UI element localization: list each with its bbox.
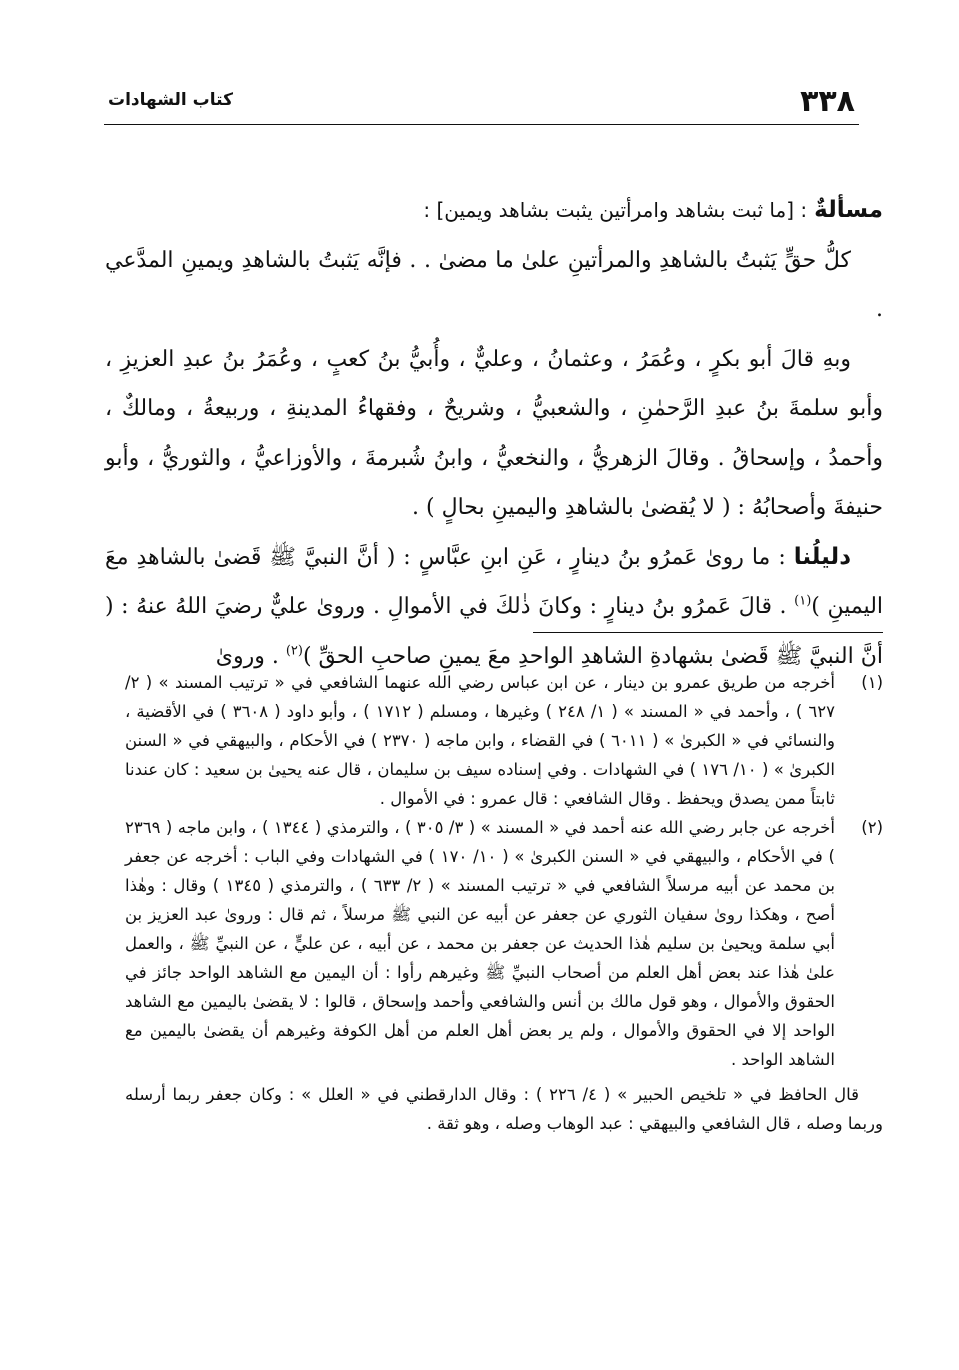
main-text xyxy=(105,186,883,681)
page-number: ٣٣٨ xyxy=(800,84,855,119)
paragraph-ruling: كلُّ حقٍّ يَثبتُ بالشاهدِ والمرأتينِ علىٰ ما مضىٰ . . فإنَّه يَثبتُ بالشاهدِ ويمينِ المدَّعي . xyxy=(105,247,883,322)
footnote-number: (٢) xyxy=(861,818,883,837)
footnote-divider xyxy=(533,632,883,633)
dalil-label: دليلُنا xyxy=(793,543,851,570)
evidence-text-a: : ما روىٰ عَمرُو بنُ دينارٍ ، عَنِ ابنِ عبَّاسٍ : ( أنَّ النبيَّ ﷺ قَضىٰ بالشاهدِ معَ اليمينِ ) xyxy=(105,544,884,619)
evidence-text-c: . وروىٰ xyxy=(215,643,286,669)
footnote-1 xyxy=(125,668,883,813)
footnote-2-continuation: قال الحافظ في « تلخيص الحبير » ( ٤/ ٢٢٦ ) : وقال الدارقطني في « العلل » : وكان جعفر ربما أرسله وربما وصله ، قال الشافعي والبيهقي : عبد الوهاب وصله ، وهو ثقة . xyxy=(125,1085,883,1133)
footnotes xyxy=(125,668,883,1138)
masala-title: : [ما ثبت بشاهد وامرأتين يثبت بشاهد ويمين] : xyxy=(423,198,808,222)
footnote-text: أخرجه عن جابر رضي الله عنه أحمد في « المسند » ( ٣/ ٣٠٥ ) ، والترمذي ( ١٣٤٤ ) ، وابن ماجه ( ٢٣٦٩ ) في الأحكام ، والبيهقي في « السنن الكبرىٰ » ( ١٠/ ١٧٠ ) في الشهادات وفي الباب : أخرجه عن جعفر بن محمد عن أبيه مرسلاً الشافعي في « ترتيب المسند » ( ٢/ ٦٣٣ ) ، والترمذي ( ١٣٤٥ ) وقال : وهٰذا أصح ، وهكذا روىٰ سفيان الثوري عن جعفر عن أبيه عن النبي ﷺ مرسلاً ، ثم قال : وروىٰ عبد العزيز بن أبي سلمة ويحيىٰ بن سليم هٰذا الحديث عن جعفر بن محمد ، عن أبيه ، عن عليٍّ ، عن النبيِّ ﷺ ، والعمل علىٰ هٰذا عند بعض أهل العلم من أصحاب النبيِّ ﷺ وغيرهم رأوا : أن اليمين مع الشاهد الواحد جائز في الحقوق والأموال ، وهو قول مالك بن أنس والشافعي وأحمد وإسحاق ، قالوا : لا يقضىٰ باليمين مع الشاهد الواحد إلا في الحقوق والأموال ، ولم ير بعض أهل العلم من أهل الكوفة وغيرهم أن يقضىٰ باليمين مع الشاهد الواحد . xyxy=(125,818,835,1069)
footnote-text: أخرجه من طريق عمرو بن دينار ، عن ابن عباس رضي الله عنهما الشافعي في « ترتيب المسند » ( ٢/ ٦٢٧ ) ، وأحمد في « المسند » ( ١/ ٢٤٨ ) وغيرها ، ومسلم ( ١٧١٢ ) ، وأبو داود ( ٣٦٠٨ ) في الأقضية ، والنسائي في « الكبرىٰ » ( ٦٠١١ ) في القضاء ، وابن ماجه ( ٢٣٧٠ ) في الأحكام ، والبيهقي في « السنن الكبرىٰ » ( ١٠/ ١٧٦ ) في الشهادات . وفي إسناده سيف بن سليمان ، قال عنه يحيىٰ بن سعيد : كان عندنا ثابتاً ممن يصدق ويحفظ . وقال الشافعي : قال عمرو : في الأموال . xyxy=(125,673,836,808)
evidence-text-b: . قالَ عَمرُو بنُ دينارٍ : وكانَ ذٰلكَ في الأموالِ . وروىٰ عليٌّ رضيَ اللهُ عنهُ : ( أنَّ النبيَّ ﷺ قَضىٰ بشهادةِ الشاهدِ الواحدِ معَ يمينِ صاحبِ الحقِّ ) xyxy=(105,594,883,669)
masala-heading xyxy=(105,186,883,236)
footnote-ref-1: (١) xyxy=(794,593,812,609)
paragraph-opinions: وبهِ قالَ أبو بكرٍ ، وعُمَرُ ، وعثمانُ ، وعليٌّ ، وأُبيُّ بنُ كعبٍ ، وعُمَرُ بنُ عبدِ العزيزِ ، وأبو سلمةَ بنُ عبدِ الرَّحمٰنِ ، والشعبيُّ ، وشريحٌ ، وفقهاءُ المدينةِ ، وربيعةُ ، ومالكٌ ، وأحمدُ ، وإسحاقُ . وقالَ الزهريُّ ، والنخعيُّ ، وابنُ شُبرمةَ ، والأوزاعيُّ ، والثوريُّ ، وأبو حنيفةَ وأصحابُهُ : ( لا يُقضىٰ بالشاهدِ واليمينِ بحالٍ ) . xyxy=(105,346,883,520)
footnote-2 xyxy=(125,813,883,1074)
footnote-number: (١) xyxy=(861,673,883,692)
paragraph-evidence xyxy=(105,533,883,682)
masala-label: مسألةٌ xyxy=(814,197,883,223)
book-title: كتاب الشهادات xyxy=(108,90,233,110)
running-header xyxy=(104,84,859,125)
footnote-ref-2: (٢) xyxy=(285,643,303,659)
